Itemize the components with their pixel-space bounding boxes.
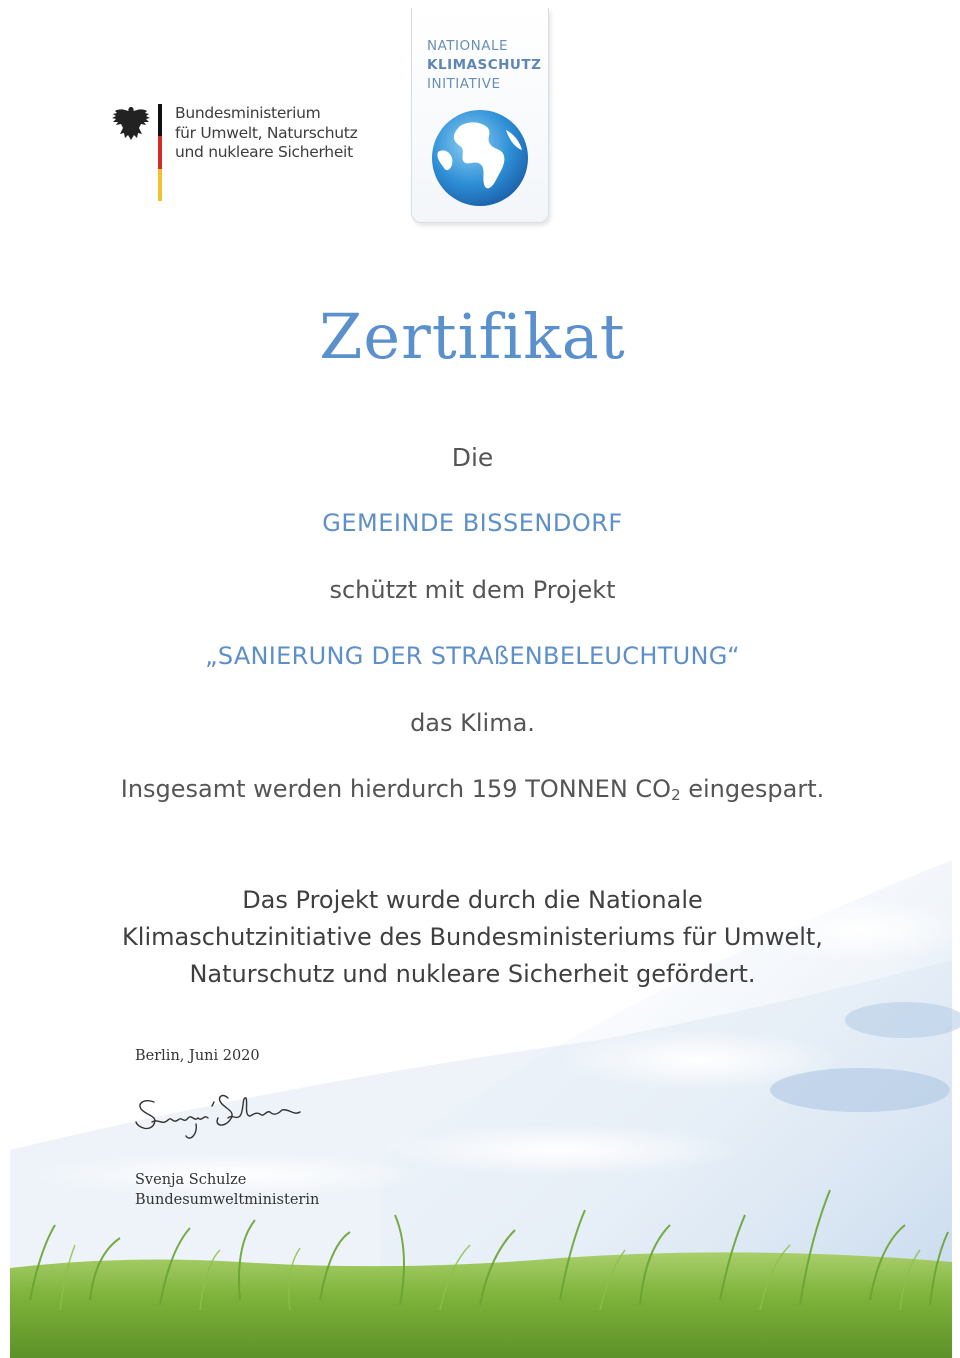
german-flag-bar bbox=[158, 104, 162, 202]
ministry-name bbox=[175, 104, 415, 163]
badge-line-2: KLIMASCHUTZ bbox=[427, 57, 542, 73]
federal-eagle-icon bbox=[110, 104, 152, 144]
ministry-line-2: für Umwelt, Naturschutz bbox=[175, 123, 358, 142]
line-protects: schützt mit dem Projekt bbox=[329, 576, 616, 604]
badge-line-3: INITIATIVE bbox=[427, 76, 501, 92]
funding-statement bbox=[0, 882, 945, 993]
flag-stripe-black bbox=[158, 104, 162, 136]
project-name: „SANIERUNG DER STRAßENBELEUCHTUNG“ bbox=[205, 642, 740, 670]
funding-line-1: Das Projekt wurde durch die Nationale bbox=[242, 886, 703, 914]
flag-stripe-red bbox=[158, 136, 162, 168]
ministry-line-3: und nukleare Sicherheit bbox=[175, 143, 353, 161]
funding-line-2: Klimaschutzinitiative des Bundesministeriums für Umwelt, bbox=[122, 923, 823, 951]
flag-stripe-gold bbox=[158, 169, 162, 201]
recipient-name: GEMEINDE BISSENDORF bbox=[322, 509, 623, 537]
line-climate: das Klima. bbox=[410, 709, 535, 737]
signer-name: Svenja Schulze bbox=[135, 1172, 247, 1188]
globe-icon bbox=[430, 108, 530, 208]
savings-statement bbox=[0, 775, 945, 804]
certificate-title: Zertifikat bbox=[319, 300, 626, 373]
badge-line-1: NATIONALE bbox=[427, 38, 509, 54]
signer-role: Bundesumweltministerin bbox=[135, 1192, 320, 1208]
klimaschutz-initiative-badge bbox=[411, 8, 549, 223]
place-date: Berlin, Juni 2020 bbox=[135, 1048, 260, 1064]
line-die: Die bbox=[451, 443, 494, 472]
savings-prefix: Insgesamt werden hierdurch 159 TONNEN CO bbox=[120, 775, 672, 803]
savings-subscript: 2 bbox=[671, 786, 681, 804]
ministry-line-1: Bundesministerium bbox=[175, 104, 321, 122]
savings-suffix: eingespart. bbox=[680, 775, 825, 803]
signature-drawing bbox=[132, 1088, 307, 1148]
funding-line-3: Naturschutz und nukleare Sicherheit gefördert. bbox=[189, 960, 756, 988]
